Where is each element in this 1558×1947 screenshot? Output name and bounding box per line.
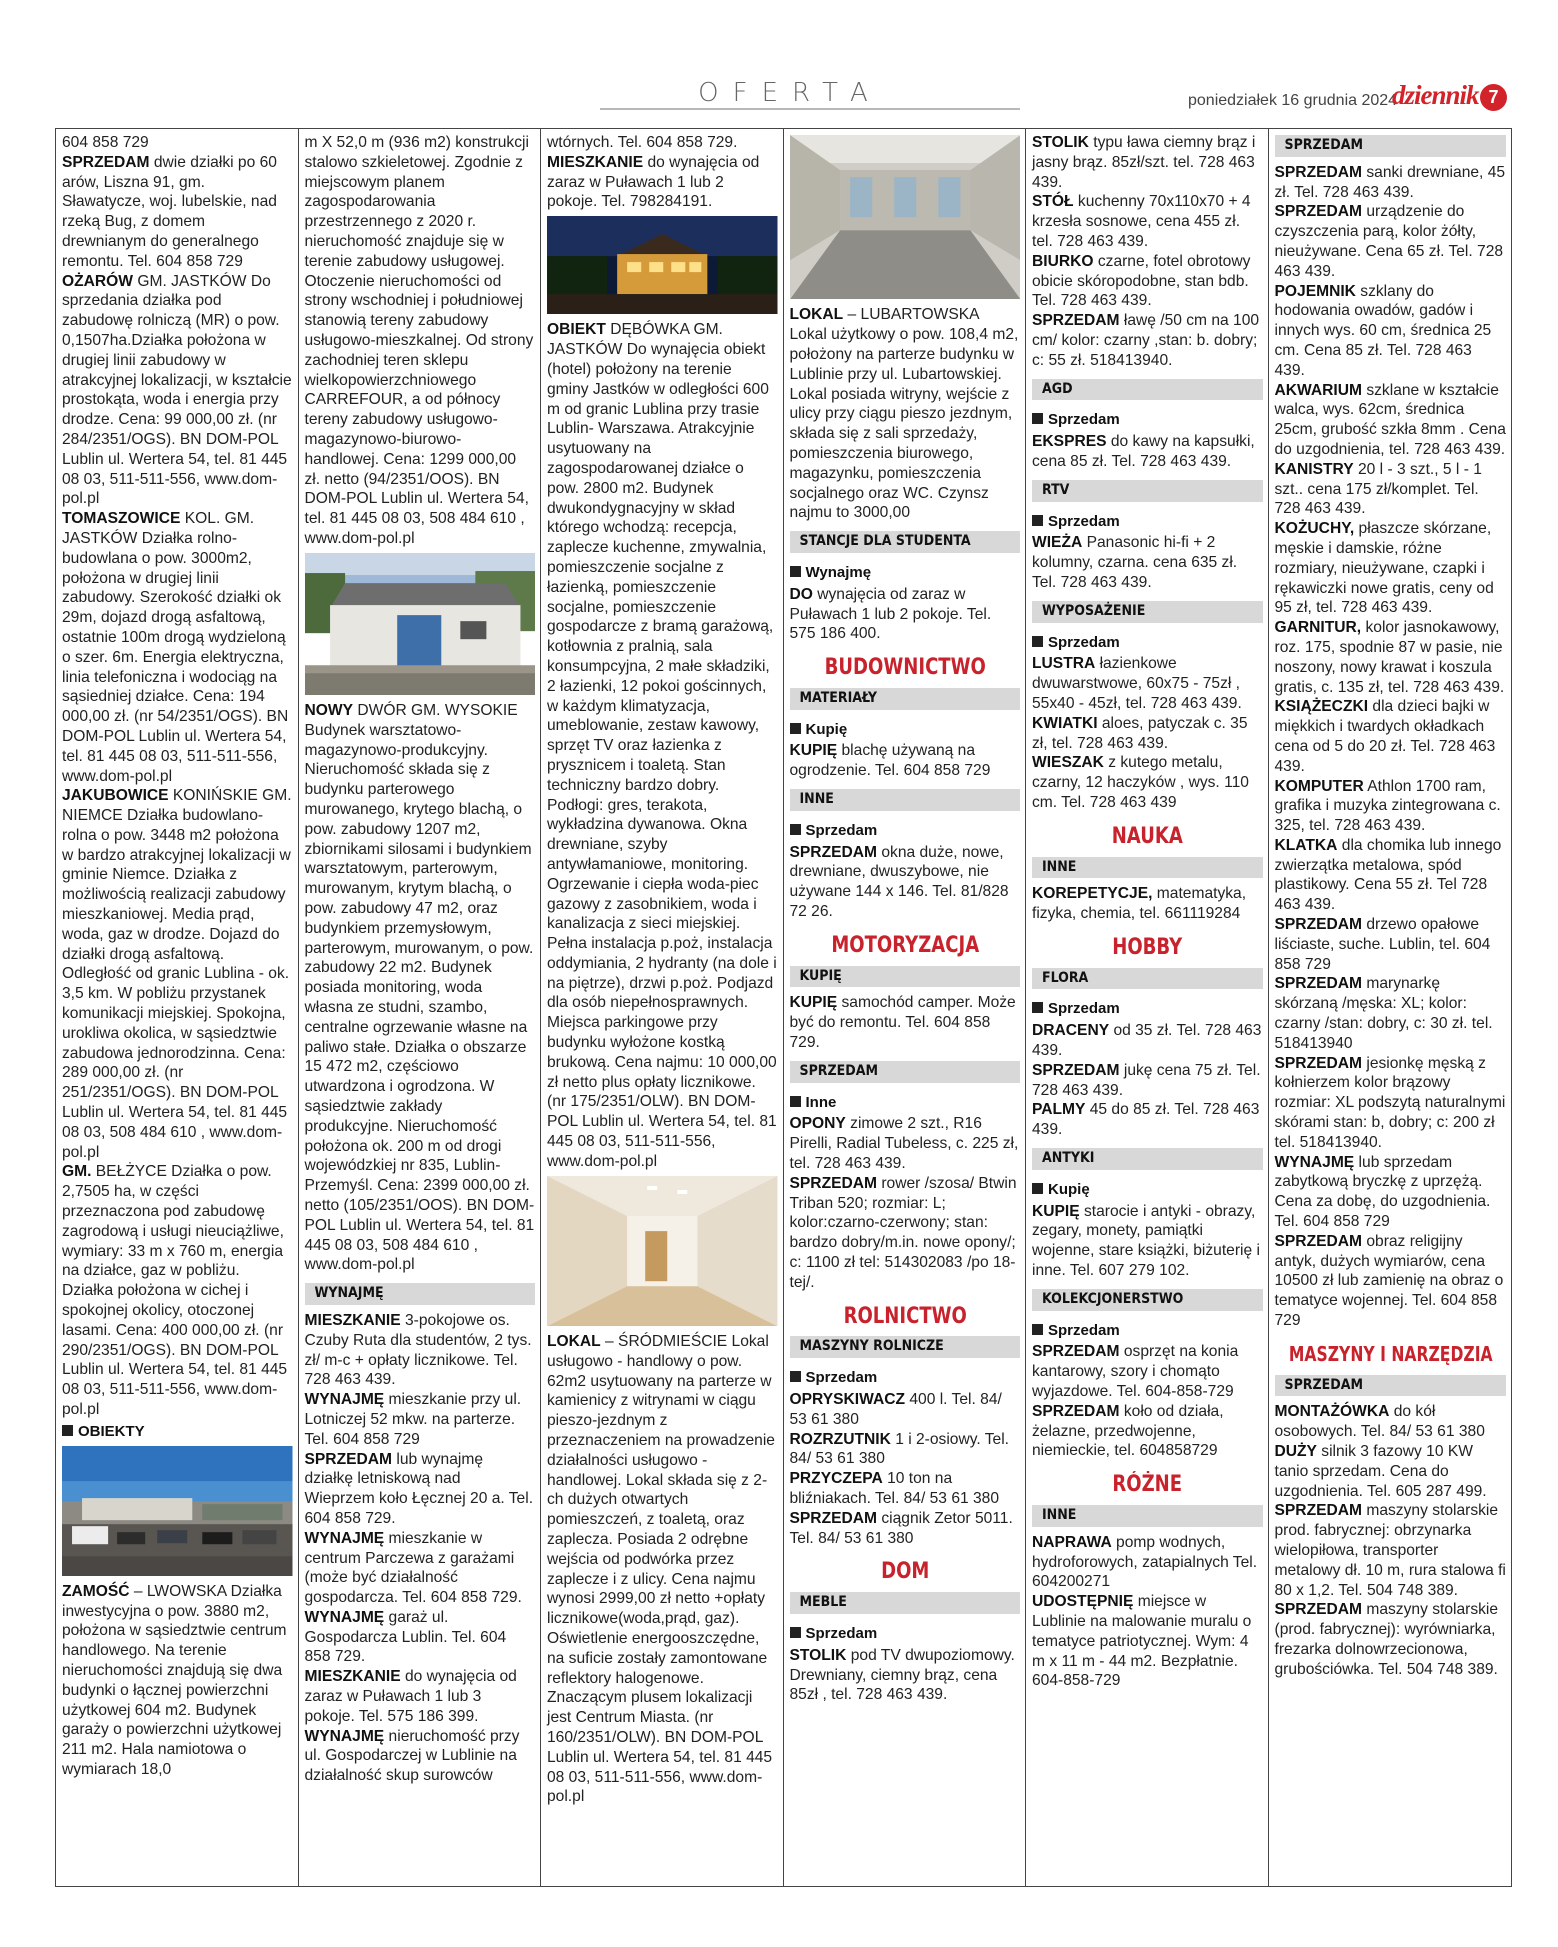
ad-text: BIURKO czarne, fotel obrotowy obicie skóropodobne, stan bdb. Tel. 728 463 439. (1032, 252, 1251, 310)
ad-text: SPRZEDAM ławę /50 cm na 100 cm/ kolor: czarny ,stan: b. dobry; c: 55 zł. 518413940. (1032, 312, 1260, 369)
ad-text: DUŻY silnik 3 fazowy 10 KW tanio sprzedam. Cena do uzgodnienia. Tel. 605 287 499. (1274, 1443, 1487, 1500)
photo-corridor (547, 1176, 778, 1326)
column-1 (56, 129, 299, 1886)
ad-text: WYNAJMĘ lub sprzedam zabytkową bryczkę z uprzężą. Cena za dobę, do uzgodnienia. Tel. 604 858 729 (1274, 1153, 1491, 1231)
category-heading: BUDOWNICTWO (824, 655, 986, 681)
ad-text: wtórnych. Tel. 604 858 729. (547, 134, 738, 151)
ad-text: PALMY 45 do 85 zł. Tel. 728 463 439. (1032, 1101, 1260, 1139)
ad-text: POJEMNIK szklany do hodowania owadów, gadów i innych wys. 60 cm, średnica 25 cm. Cena 85 zł. Tel. 728 463 439. (1274, 282, 1492, 379)
subheading: Sprzedam (1032, 1321, 1263, 1341)
ad-text: ZAMOŚĆ – LWOWSKA Działka inwestycyjna o pow. 3880 m2, położona w sąsiedztwie centrum handlowego. Na terenie nieruchomości znajdują się dwa budynki o łącznej powierzchni użytkowej 604 m2. Budynek garaży o powierzchni użytkowej 211 m2. Hala namiotowa o wymiarach 18,0 (62, 1582, 287, 1779)
ad-text: KWIATKI aloes, patyczak c. 35 zł, tel. 728 463 439. (1032, 714, 1248, 752)
ad-text: DO wynajęcia od zaraz w Puławach 1 lub 2 pokoje. Tel. 575 186 400. (789, 585, 992, 643)
empty-room-image (790, 135, 1021, 299)
ad-text: KANISTRY 20 l - 3 szt., 5 l - 1 szt.. cena 175 zł/komplet. Tel. 728 463 439. (1274, 460, 1482, 518)
section-bar: KUPIĘ (790, 966, 1021, 988)
ad-text: KOŻUCHY, płaszcze skórzane, męskie i damskie, różne rozmiary, nieużywane, czapki i rękawiczki nowe gratis, ceny od 95 zł, tel. 728 463 439. (1274, 520, 1494, 617)
ad-text: OPRYSKIWACZ 400 l. Tel. 84/ 53 61 380 (789, 1391, 1002, 1428)
square-bullet-icon (1032, 1324, 1043, 1335)
column-4 (784, 129, 1027, 1886)
ad-text: KUPIĘ blachę używaną na ogrodzenie. Tel. 604 858 729 (789, 742, 991, 780)
square-bullet-icon (1032, 636, 1043, 647)
ad-text: MONTAŻÓWKA do kół osobowych. Tel. 84/ 53 61 380 (1274, 1403, 1485, 1441)
ad-text: GARNITUR, kolor jasnokawowy, roz. 175, spodnie 87 w pasie, nie noszony, nowy krawat i koszula gratis, c. 135 zł, tel. 728 463 439. (1274, 619, 1505, 696)
ad-text: m X 52,0 m (936 m2) konstrukcji stalowo szkieletowej. Zgodnie z miejscowym planem zagospodarowania przestrzennego z 2020 r. nieruchomość znajduje się w terenie zabudowy usługowej. Otoczenie nieruchomości od strony wschodniej i południowej stanowią tereny zabudowy usługowo-mieszkalnej. Od strony zachodniej teren sklepu wielkopowierzchniowego CARREFOUR, a od północy tereny zabudowy usługowo-magazynowo-biurowo-handlowej. Cena: 1299 000,00 zł. netto (94/2351/OOS). BN DOM-POL Lublin ul. Wertera 54, tel. 81 445 08 03, 508 484 610 , www.dom-pol.pl (304, 134, 534, 547)
section-bar: WYPOSAŻENIE (1032, 601, 1263, 623)
subheading: Sprzedam (1032, 410, 1263, 430)
subheading: Wynajmę (790, 563, 1021, 583)
section-bar: RTV (1032, 480, 1263, 502)
ad-text: NAPRAWA pomp wodnych, hydroforowych, zatapialnych Tel. 604200271 (1032, 1533, 1258, 1591)
ad-text: SPRZEDAM koło od działa, żelazne, przedwojenne, niemieckie, tel. 604858729 (1032, 1402, 1224, 1460)
square-bullet-icon (790, 566, 801, 577)
category-heading: NAUKA (1111, 823, 1183, 849)
subheading: Sprzedam (790, 1368, 1021, 1388)
ad-text: TOMASZOWICE KOL. GM. JASTKÓW Działka rolno-budowlana o pow. 3000m2, położona w drugiej linii zabudowy. Szerokość działki ok 29m, dojazd drogą asfaltową, ostatnie 100m drogą wydzieloną o szer. 6m. Energia elektryczna, linia telefoniczna i wodociąg na sąsiedniej działce. Cena: 194 000,00 zł. (nr 54/2351/OGS). BN DOM-POL Lublin ul. Wertera 54, tel. 81 445 08 03, 511-511-556, www.dom-pol.pl (62, 510, 289, 785)
ad-text: SPRZEDAM dwie działki po 60 arów, Liszna 91, gm. Sławatycze, woj. lubelskie, nad rzeką Bug, z domem drewnianym do generalnego remontu. Tel. 604 858 729 (62, 153, 277, 270)
subheading: Kupię (1032, 1180, 1263, 1200)
section-bar: WYNAJMĘ (305, 1283, 536, 1305)
column-5 (1026, 129, 1269, 1886)
photo-warehouse (305, 553, 536, 695)
category-heading: MOTORYZACJA (830, 932, 979, 958)
subheading: OBIEKTY (62, 1422, 293, 1442)
ad-text: STOLIK pod TV dwupoziomowy. Drewniany, ciemny brąz, cena 85zł , tel. 728 463 439. (789, 1646, 1015, 1704)
ad-text: SPRZEDAM urządzenie do czyszczenia parą, kolor żółty, nieużywane. Cena 65 zł. Tel. 728 463 439. (1274, 203, 1504, 280)
ad-text: SPRZEDAM drzewo opałowe liściaste, suche. Lublin, tel. 604 858 729 (1274, 916, 1491, 973)
warehouse-image (305, 553, 536, 695)
ad-text: PRZYCZEPA 10 ton na bliźniakach. Tel. 84/ 53 61 380 (789, 1470, 1000, 1507)
ad-text: WYNAJMĘ mieszkanie przy ul. Lotniczej 52 mkw. na parterze. Tel. 604 858 729 (304, 1391, 522, 1448)
square-bullet-icon (790, 723, 801, 734)
subheading: Inne (790, 1093, 1021, 1113)
ad-text: JAKUBOWICE KONIŃSKIE GM. NIEMCE Działka budowlano-rolna o pow. 3448 m2 położona w bardzo atrakcyjnej lokalizacji w gminie Niemce. Działka z możliwością realizacji zabudowy mieszkaniowej. Media prąd, woda, gaz w drodze. Dojazd do działki drogą asfaltową. Odległość od granic Lublina - ok. 3,5 km. W pobliżu przystanek komunikacji miejskiej. Spokojna, urokliwa okolica, w sąsiedztwie zabudowa jednorodzinna. Cena: 289 000,00 zł. (nr 251/2351/OGS). BN DOM-POL Lublin ul. Wertera 54, tel. 81 445 08 03, 508 484 610 , www.dom-pol.pl (62, 787, 292, 1161)
section-bar: AGD (1032, 379, 1263, 401)
ad-text: GM. BEŁŻYCE Działka o pow. 2,7505 ha, w części przeznaczona pod zabudowę zagrodową i usługi nieuciążliwe, wymiary: 33 m x 760 m, energia na działce, gaz w pobliżu. Działka położona w cichej i spokojnej okolicy, otoczonej lasami. Cena: 400 000,00 zł. (nr 290/2351/OGS). BN DOM-POL Lublin ul. Wertera 54, tel. 81 445 08 03, 511-511-556, www.dom-pol.pl (62, 1163, 288, 1418)
ad-text: STOLIK typu ława ciemny brąz i jasny brąz. 85zł/szt. tel. 728 463 439. (1032, 134, 1256, 191)
ad-text: SPRZEDAM marynarkę skórzaną /męska: XL; kolor: czarny /stan: dobry, c: 30 zł. tel. 518413940 (1274, 975, 1493, 1052)
hotel-image (547, 216, 778, 314)
page-number: 7 (1480, 84, 1507, 111)
square-bullet-icon (790, 1096, 801, 1107)
section-title: OFERTA (698, 78, 882, 108)
subheading: Sprzedam (1032, 999, 1263, 1019)
subheading: Kupię (790, 720, 1021, 740)
section-bar: MASZYNY ROLNICZE (790, 1336, 1021, 1358)
category-heading: MASZYNY I NARZĘDZIA (1288, 1341, 1493, 1366)
ad-text: SPRZEDAM osprzęt na konia kantarowy, szory i chomąto wyjazdowe. Tel. 604-858-729 (1032, 1343, 1239, 1401)
subheading: Sprzedam (790, 821, 1021, 841)
section-bar: SPRZEDAM (1275, 1375, 1507, 1397)
square-bullet-icon (1032, 413, 1043, 424)
section-bar: SPRZEDAM (790, 1061, 1021, 1083)
square-bullet-icon (1032, 1002, 1043, 1013)
ad-text: STÓŁ kuchenny 70x110x70 + 4 krzesła sosnowe, cena 455 zł. tel. 728 463 439. (1032, 193, 1251, 250)
parking-lot-image (62, 1446, 293, 1576)
section-bar: MATERIAŁY (790, 688, 1021, 710)
classifieds-grid (55, 128, 1512, 1887)
issue-date: poniedziałek 16 grudnia 2024 (1188, 92, 1398, 109)
ad-text: LOKAL – ŚRÓDMIEŚCIE Lokal usługowo - handlowy o pow. 62m2 usytuowany na parterze w kamienicy z witrynami w ciągu pieszo-jezdnym z przeznaczeniem na prowadzenie działalności usługowo - handlowej. Lokal składa się z 2-ch dużych otwartych pomieszczeń, z toaletą, oraz zaplecza. Posiada 2 odrębne wejścia od podwórka przez zaplecze i z ulicy. Cena najmu wynosi 2999,00 zł netto +opłaty licznikowe(woda,prąd, gaz). Oświetlenie energooszczędne, na suficie zostały zamontowane reflektory halogenowe. Znaczącym plusem lokalizacji jest Centrum Miasta. (nr 160/2351/OLW). BN DOM-POL Lublin ul. Wertera 54, tel. 81 445 08 03, 511-511-556, www.dom-pol.pl (547, 1332, 775, 1806)
section-bar: INNE (790, 789, 1021, 811)
ad-text: KLATKA dla chomika lub innego zwierzątka metalowa, spód plastikowy. Cena 55 zł. Tel 728 463 439. (1274, 836, 1502, 914)
photo-empty-room (790, 135, 1021, 299)
ad-text: KSIĄŻECZKI dla dzieci bajki w miękkich i twardych okładkach cena od 5 do 20 zł. Tel. 728 463 439. (1274, 698, 1496, 775)
ad-text: KOMPUTER Athlon 1700 ram, grafika i muzyka zintegrowana c. 325, tel. 728 463 439. (1274, 777, 1501, 835)
ad-text: MIESZKANIE 3-pokojowe os. Czuby Ruta dla studentów, 2 tys. zł/ m-c + opłaty licznikowe. Tel. 728 463 439. (304, 1311, 532, 1389)
ad-text: NOWY DWÓR GM. WYSOKIE Budynek warsztatowo-magazynowo-produkcyjny. Nieruchomość składa się z budynku parterowego murowanego, krytego blachą, o pow. zabudowy 1207 m2, zbiornikami silosami i budynkiem warsztatowym, parterowym, murowanym, krytym blachą, o pow. zabudowy 47 m2, oraz budynkiem przemysłowym, parterowym, murowanym, o pow. zabudowy 22 m2. Budynek posiada monitoring, woda własna ze studni, szambo, centralne ogrzewanie własne na paliwo stałe. Działka o obszarze 15 472 m2, częściowo utwardzona i ogrodzona. W sąsiedztwie zakłady produkcyjne. Nieruchomość położona ok. 200 m od drogi wojewódzkiej nr 835, Lublin-Przemyśl. Cena: 2399 000,00 zł. netto (105/2351/OOS). BN DOM-POL Lublin ul. Wertera 54, tel. 81 445 08 03, 508 484 610 , www.dom-pol.pl (304, 702, 535, 1274)
ad-text: SPRZEDAM maszyny stolarskie prod. fabrycznej: obrzynarka wielopiłowa, transporter metalowy dł. 10 m, rura stalowa fi 80 x 1,2. Tel. 504 748 389. (1274, 1502, 1506, 1599)
ad-text: WYNAJMĘ mieszkanie w centrum Parczewa z garażami (może być działalność gospodarcza. Tel. 604 858 729. (304, 1529, 522, 1607)
column-2 (299, 129, 542, 1886)
ad-text: UDOSTĘPNIĘ miejsce w Lublinie na malowanie muralu o tematyce patriotycznej. Wym: 4 m x 11 m - 44 m2. Bezpłatnie. 604-858-729 (1032, 1593, 1252, 1690)
subheading: Sprzedam (1032, 512, 1263, 532)
square-bullet-icon (1032, 515, 1043, 526)
ad-text: OPONY zimowe 2 szt., R16 Pirelli, Radial Tubeless, c. 225 zł, tel. 728 463 439. (789, 1115, 1019, 1173)
ad-text: ROZRZUTNIK 1 i 2-osiowy. Tel. 84/ 53 61 380 (789, 1430, 1010, 1468)
ad-text: WIEŻA Panasonic hi-fi + 2 kolumny, czarna. cena 635 zł. Tel. 728 463 439. (1032, 534, 1238, 591)
square-bullet-icon (790, 824, 801, 835)
category-heading: RÓŻNE (1112, 1472, 1183, 1498)
ad-text: AKWARIUM szklane w kształcie walca, wys. 62cm, średnica 25cm, grubość szkła 8mm . Cena do uzgodnienia, tel. 728 463 439. (1274, 381, 1506, 458)
category-heading: DOM (880, 1559, 929, 1585)
header-rule (600, 108, 1020, 110)
section-bar: FLORA (1032, 968, 1263, 990)
ad-text: EKSPRES do kawy na kapsułki, cena 85 zł. Tel. 728 463 439. (1032, 433, 1255, 470)
square-bullet-icon (790, 1627, 801, 1638)
ad-text: WYNAJMĘ garaż ul. Gospodarcza Lublin. Tel. 604 858 729. (304, 1608, 507, 1666)
category-heading: HOBBY (1112, 934, 1183, 960)
ad-text: WYNAJMĘ nieruchomość przy ul. Gospodarczej w Lublinie na działalność skup surowców (304, 1727, 520, 1785)
ad-text: SPRZEDAM lub wynajmę działkę letniskową nad Wieprzem koło Łęcznej 20 a. Tel. 604 858 729. (304, 1450, 534, 1527)
section-bar: ANTYKI (1032, 1148, 1263, 1170)
section-bar: STANCJE DLA STUDENTA (790, 531, 1021, 553)
section-bar: KOLEKCJONERSTWO (1032, 1289, 1263, 1311)
photo-parking-lot (62, 1446, 293, 1576)
ad-text: MIESZKANIE do wynajęcia od zaraz w Puławach 1 lub 2 pokoje. Tel. 798284191. (547, 153, 760, 211)
ad-text: SPRZEDAM jukę cena 75 zł. Tel. 728 463 439. (1032, 1061, 1261, 1099)
ad-text: 604 858 729 (62, 134, 149, 151)
column-3 (541, 129, 784, 1886)
ad-text: KOREPETYCJE, matematyka, fizyka, chemia, tel. 661119284 (1032, 885, 1247, 923)
square-bullet-icon (1032, 1183, 1043, 1194)
section-bar: INNE (1032, 857, 1263, 879)
subheading: Sprzedam (1032, 633, 1263, 653)
ad-text: KUPIĘ starocie i antyki - obrazy, zegary, monety, pamiątki wojenne, stare książki, biżuterię i inne. Tel. 607 279 102. (1032, 1202, 1260, 1280)
ad-text: SPRZEDAM sanki drewniane, 45 zł. Tel. 728 463 439. (1274, 163, 1506, 201)
ad-text: SPRZEDAM jesionkę męską z kołnierzem kolor brązowy rozmiar: XL podszytą naturalnymi skórami stan: b, dobry; c: 200 zł tel. 518413940. (1274, 1054, 1506, 1151)
corridor-image (547, 1176, 778, 1326)
ad-text: SPRZEDAM obraz religijny antyk, dużych wymiarów, cena 10500 zł lub zamienię na obraz o tematyce wojennej. Tel. 604 858 729 (1274, 1232, 1504, 1330)
photo-hotel-night (547, 216, 778, 314)
ad-text: MIESZKANIE do wynajęcia od zaraz w Puławach 1 lub 3 pokoje. Tel. 575 186 399. (304, 1668, 517, 1725)
section-bar: MEBLE (790, 1592, 1021, 1614)
ad-text: OŻARÓW GM. JASTKÓW Do sprzedania działka pod zabudowę rolniczą (MR) o pow. 0,1507ha.Działka położona w drugiej linii zabudowy w atrakcyjnej lokalizacji, w kształcie prostokąta, woda i energia przy drodze. Cena: 99 000,00 zł. (nr 284/2351/OGS). BN DOM-POL Lublin ul. Wertera 54, tel. 81 445 08 03, 511-511-556, www.dom-pol.pl (62, 272, 292, 508)
ad-text: WIESZAK z kutego metalu, czarny, 12 haczyków , wys. 110 cm. Tel. 728 463 439 (1032, 754, 1249, 811)
ad-text: SPRZEDAM ciągnik Zetor 5011. Tel. 84/ 53 61 380 (789, 1509, 1013, 1547)
ad-text: KUPIĘ samochód camper. Może być do remontu. Tel. 604 858 729. (789, 994, 1016, 1052)
square-bullet-icon (62, 1425, 73, 1436)
category-heading: ROLNICTWO (843, 1303, 967, 1329)
column-6 (1269, 129, 1512, 1886)
ad-text: SPRZEDAM maszyny stolarskie (prod. fabrycznej): wyrówniarka, frezarka dolnowrzecionowa, grubościówka. Tel. 504 748 389. (1274, 1601, 1499, 1678)
ad-text: SPRZEDAM okna duże, nowe, drewniane, dwuszybowe, nie używane 144 x 146. Tel. 81/828 72 26. (789, 843, 1009, 921)
ad-text: DRACENY od 35 zł. Tel. 728 463 439. (1032, 1022, 1262, 1060)
ad-text: LUSTRA łazienkowe dwuwarstwowe, 60x75 - 75zł , 55x40 - 45zł, tel. 728 463 439. (1032, 655, 1242, 712)
square-bullet-icon (790, 1371, 801, 1382)
ad-text: LOKAL – LUBARTOWSKA Lokal użytkowy o pow. 108,4 m2, położony na parterze budynku w Lublinie przy ul. Lubartowskiej. Lokal posiada witryny, wejście z ulicy przy ciągu pieszo jezdnym, składa się z sali sprzedaży, pomieszczenia biurowego, magazynku, pomieszczenia socjalnego oraz WC. Czynsz najmu to 3000,00 (789, 306, 1019, 522)
subheading: Sprzedam (790, 1624, 1021, 1644)
newspaper-logo: dziennik (1392, 80, 1479, 110)
ad-text: OBIEKT DĘBÓWKA GM. JASTKÓW Do wynajęcia obiekt (hotel) położony na terenie gminy Jastków w odległości 600 m od granic Lublina przy trasie Lublin- Warszawa. Atrakcyjnie usytuowany na zagospodarowanej działce o pow. 2800 m2. Budynek dwukondygnacyjny w skład którego wchodzą: recepcja, zaplecze kuchenne, zmywalnia, pomieszczenie socjalne z łazienką, pomieszczenie socjalne, pomieszczenie gospodarcze z bramą garażową, kotłownia z pralnią, sala konsumpcyjna, 2 małe składziki, 2 łazienki, 12 pokoi gościnnych, w każdym klimatyzacja, umeblowanie, zestaw kawowy, sprzęt TV oraz łazienka z prysznicem i toaletą. Stan techniczny bardzo dobry. Podłogi: gres, terakota, wykładzina dywanowa. Okna drewniane, szyby antywłamaniowe, monitoring. Ogrzewanie i ciepła woda-piec gazowy z zasobnikiem, woda i kanalizacja z sieci miejskiej. Pełna instalacja p.poż, instalacja oddymiania, 2 hydranty (na dole i na piętrze), drzwi p.poż. Podjazd dla osób niepełnosprawnych. Miejsca parkingowe przy budynku wyłożone kostką brukową. Cena najmu: 10 000,00 zł netto plus opłaty licznikowe. (nr 175/2351/OLW). BN DOM-POL Lublin ul. Wertera 54, tel. 81 445 08 03, 511-511-556, www.dom-pol.pl (547, 321, 777, 1170)
section-bar: SPRZEDAM (1275, 135, 1507, 157)
page-header (0, 0, 1558, 112)
section-bar: INNE (1032, 1505, 1263, 1527)
ad-text: SPRZEDAM rower /szosa/ Btwin Triban 520; rozmiar: L; kolor:czarno-czerwony; stan: bardzo dobry/m.in. nowe opony/; c: 1100 zł tel: 514302083 /po 18-tej/. (789, 1174, 1017, 1291)
